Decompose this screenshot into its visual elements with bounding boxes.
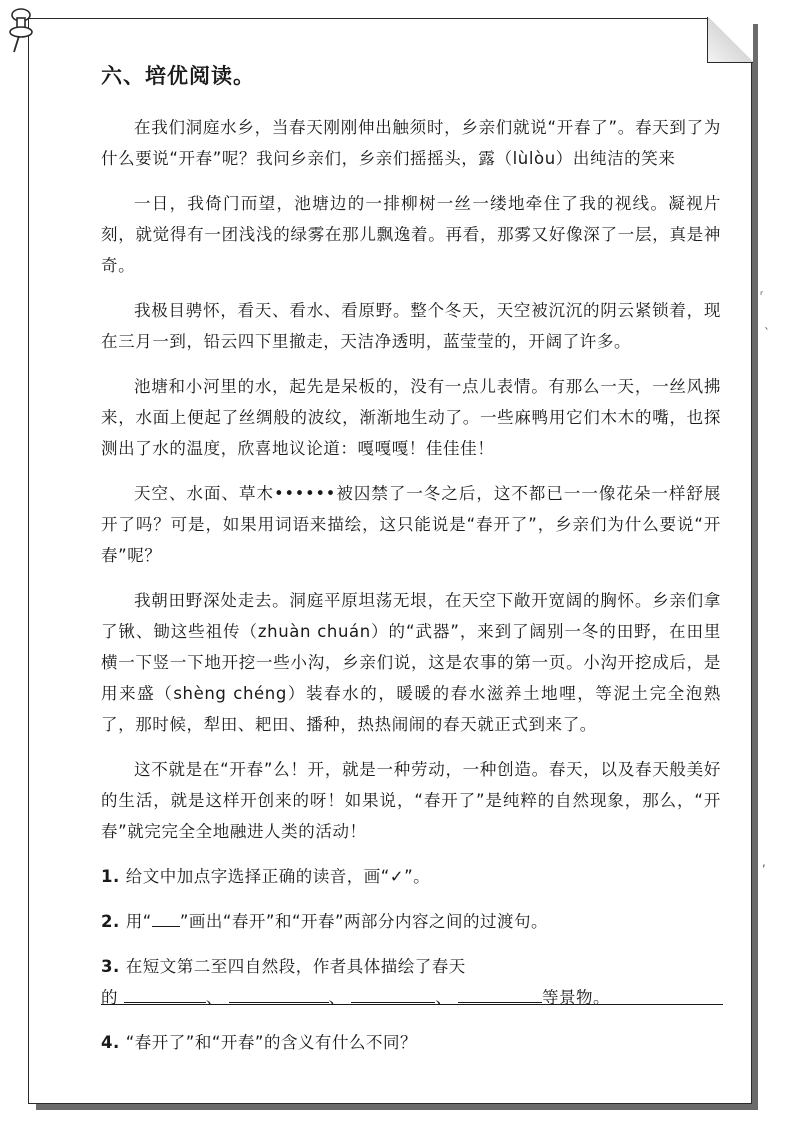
paragraph-4: 池塘和小河里的水，起先是呆板的，没有一点儿表情。有那么一天，一丝风拂来，水面上便起了丝绸般的波纹，渐渐地生动了。一些麻鸭用它们木木的嘴，也探测出了水的温度，欣喜地议论道：嘎嘎嘎！佳佳佳！ xyxy=(101,377,721,458)
page-corner-fold xyxy=(707,17,753,63)
paragraph-2: 一日，我倚门而望，池塘边的一排柳树一丝一缕地牵住了我的视线。凝视片刻，就觉得有一团浅浅的绿雾在那儿飘逸着。再看，那雾又好像深了一层，真是神奇。 xyxy=(101,194,721,275)
reading-content xyxy=(101,60,721,1072)
question-text: 在短文第二至四自然段，作者具体描绘了春天 xyxy=(125,957,466,976)
margin-mark: , xyxy=(762,855,766,869)
answer-blank-2[interactable] xyxy=(229,984,329,1003)
question-number: 2. xyxy=(101,912,120,931)
pushpin-icon xyxy=(4,6,34,56)
question-text-pre: 用“ xyxy=(125,912,152,931)
question-2 xyxy=(101,906,721,937)
question-text-post: 等景物。 xyxy=(542,988,610,1007)
question-text: “春开了”和“开春”的含义有什么不同？ xyxy=(125,1033,417,1052)
margin-mark: ` xyxy=(764,326,770,340)
question-text-pre: 的 xyxy=(101,988,118,1007)
paragraph-1: 在我们洞庭水乡，当春天刚刚伸出触须时，乡亲们就说“开春了”。春天到了为什么要说“开春”呢？我问乡亲们，乡亲们摇摇头，露（lùlòu）出纯洁的笑来 xyxy=(101,118,721,168)
question-number: 4. xyxy=(101,1033,120,1052)
section-title: 六、培优阅读。 xyxy=(101,64,255,88)
separator: 、 xyxy=(328,988,346,1007)
answer-line[interactable] xyxy=(101,1004,723,1005)
paragraph-7: 这不就是在“开春”么！开，就是一种劳动，一种创造。春天，以及春天般美好的生活，就是这样开创来的呀！如果说，“春开了”是纯粹的自然现象，那么，“开春”就完完全全地融进人类的活动！ xyxy=(101,760,721,841)
question-text-post: ”画出“春开”和“开春”两部分内容之间的过渡句。 xyxy=(179,912,549,931)
separator: 、 xyxy=(205,988,223,1007)
margin-mark: ʳ xyxy=(760,288,764,302)
answer-blank-4[interactable] xyxy=(458,984,542,1003)
question-number: 3. xyxy=(101,957,120,976)
paragraph-5: 天空、水面、草木••••••被囚禁了一冬之后，这不都已一一像花朵一样舒展开了吗？可是，如果用词语来描绘，这只能说是“春开了”，乡亲们为什么要说“开春”呢？ xyxy=(101,484,721,565)
question-4 xyxy=(101,1027,721,1058)
paragraph-3: 我极目骋怀，看天、看水、看原野。整个冬天，天空被沉沉的阴云紧锁着，现在三月一到，铅云四下里撤走，天洁净透明，蓝莹莹的，开阔了许多。 xyxy=(101,301,721,351)
underline-sample xyxy=(152,908,180,927)
paragraph-6: 我朝田野深处走去。洞庭平原坦荡无垠，在天空下敞开宽阔的胸怀。乡亲们拿了锹、锄这些祖传（zhuàn chuán）的“武器”，来到了阔别一冬的田野，在田里横一下竖一下地开挖一些小沟，乡亲们说，这是农事的第一页。小沟开挖成后，是用来盛（shèng chéng）装春水的，暖暖的春水滋养土地哩，等泥土完全泡熟了，那时候，犁田、耙田、播种，热热闹闹的春天就正式到来了。 xyxy=(101,591,721,734)
answer-blank-3[interactable] xyxy=(351,984,435,1003)
separator: 、 xyxy=(435,988,453,1007)
question-1 xyxy=(101,861,721,892)
question-text: 给文中加点字选择正确的读音，画“✓”。 xyxy=(125,867,431,886)
answer-blank-1[interactable] xyxy=(124,984,206,1003)
question-number: 1. xyxy=(101,867,120,886)
